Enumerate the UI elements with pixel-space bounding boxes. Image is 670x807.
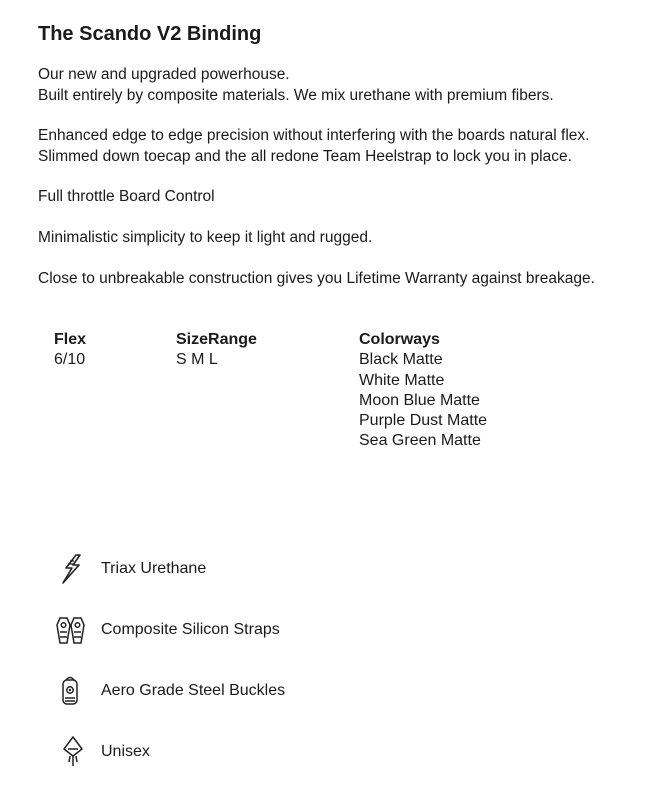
buckle-icon bbox=[54, 674, 90, 708]
feature-label: Aero Grade Steel Buckles bbox=[101, 682, 286, 699]
intro-paragraph bbox=[38, 65, 554, 106]
feature-unisex bbox=[54, 735, 454, 769]
product-title: The Scando V2 Binding bbox=[38, 23, 262, 45]
lightning-icon bbox=[54, 552, 90, 586]
warranty-paragraph: Close to unbreakable construction gives you Lifetime Warranty against breakage. bbox=[38, 270, 595, 287]
rocket-icon bbox=[54, 735, 90, 769]
colorway-item: Moon Blue Matte bbox=[359, 391, 480, 409]
colorway-item: Sea Green Matte bbox=[359, 432, 481, 450]
spec-flex bbox=[54, 330, 86, 371]
precision-line: Slimmed down toecap and the all redone Team Heelstrap to lock you in place. bbox=[38, 147, 572, 165]
feature-label: Composite Silicon Straps bbox=[101, 621, 280, 638]
spec-flex-heading: Flex bbox=[54, 331, 87, 348]
spec-size-range-value: S M L bbox=[176, 351, 218, 369]
feature-aero-grade-steel-buckles bbox=[54, 674, 454, 708]
feature-label: Unisex bbox=[101, 743, 150, 760]
simplicity-paragraph: Minimalistic simplicity to keep it light and rugged. bbox=[38, 229, 373, 246]
spec-size-range bbox=[176, 330, 257, 371]
feature-triax-urethane bbox=[54, 552, 454, 586]
intro-line: Our new and upgraded powerhouse. bbox=[38, 66, 290, 83]
colorway-item: Black Matte bbox=[359, 351, 443, 369]
spec-colorways-heading: Colorways bbox=[359, 331, 440, 348]
spec-flex-value: 6/10 bbox=[54, 351, 86, 369]
spec-size-range-heading: SizeRange bbox=[176, 331, 257, 348]
precision-paragraph bbox=[38, 126, 589, 167]
feature-label: Triax Urethane bbox=[101, 560, 207, 577]
spec-colorways bbox=[359, 330, 487, 452]
feature-composite-silicon-straps bbox=[54, 613, 454, 647]
colorway-item: White Matte bbox=[359, 371, 445, 389]
intro-line: Built entirely by composite materials. We mix urethane with premium fibers. bbox=[38, 86, 554, 104]
straps-icon bbox=[54, 613, 90, 647]
control-paragraph: Full throttle Board Control bbox=[38, 188, 215, 205]
colorway-item: Purple Dust Matte bbox=[359, 412, 488, 430]
precision-line: Enhanced edge to edge precision without interfering with the boards natural flex. bbox=[38, 127, 590, 144]
